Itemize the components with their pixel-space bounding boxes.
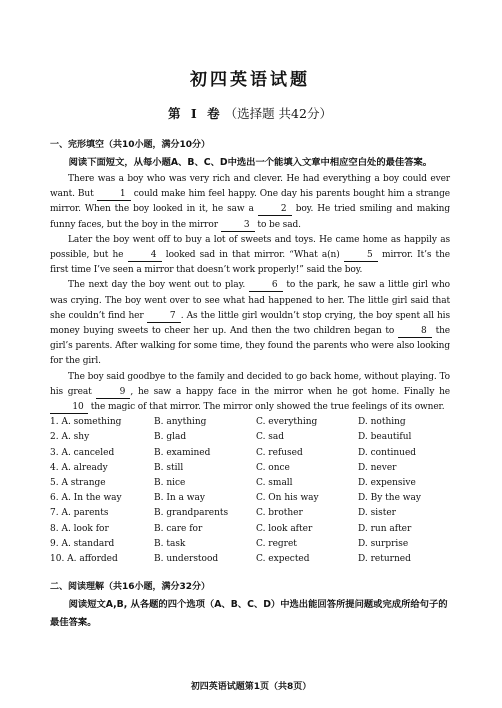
- volume-note: （选择题 共42分）: [224, 106, 332, 121]
- section-2-heading: 二、阅读理解（共16小题，满分32分）: [50, 582, 211, 593]
- options-row: 10. A. afforded B. understood C. expected D. returned: [50, 554, 411, 565]
- blank-3: 3: [221, 220, 255, 232]
- blank-6: 6: [249, 280, 283, 292]
- section-1-instruction: 阅读下面短文，从每小题A、B、C、D中选出一个能填入文章中相应空白处的最佳答案。: [68, 157, 433, 168]
- blank-8: 8: [398, 326, 432, 338]
- blank-4: 4: [128, 250, 162, 262]
- section-2-instruction: 阅读短文A,B, 从各题的四个选项（A、B、C、D）中选出能回答所提问题或完成所给句子的最佳答案。: [50, 599, 448, 629]
- exam-subtitle: [50, 106, 450, 122]
- blank-1: 1: [97, 189, 131, 201]
- options-row: 6. A. In the way B. In a way C. On his way D. By the way: [50, 493, 421, 504]
- exam-title: 初四英语试题: [190, 70, 310, 90]
- passage-paragraph-2: Later the boy went off to buy a lot of sweets and toys. He came home as happily as possible, but he 4 looked sad in that mirror. “What a(n) 5 mirror. It’s the first time I’ve seen a mirror that doesn’t work properly!” said the boy.: [50, 234, 450, 276]
- options-row: 3. A. canceled B. examined C. refused D. continued: [50, 447, 417, 458]
- options-row: 9. A. standard B. task C. regret D. surprise: [50, 538, 409, 549]
- options-table: [50, 415, 450, 567]
- options-row: 5. A strange B. nice C. small D. expensive: [50, 478, 416, 489]
- blank-5: 5: [344, 250, 378, 262]
- options-row: 8. A. look for B. care for C. look after D. run after: [50, 523, 412, 534]
- passage-paragraph-3: The next day the boy went out to play. 6 to the park, he saw a little girl who was crying. The boy went over to see what had happened to her. The little girl said that she couldn’t find her 7 . As the little girl wouldn’t stop crying, the boy spent all his money buying sweets to cheer her up. And then the two children began to 8 the girl’s parents. After walking for some time, they found the parents who were also looking for the girl.: [50, 280, 451, 367]
- blank-10: 10: [50, 402, 88, 414]
- blank-9: 9: [96, 387, 130, 399]
- options-row: 2. A. shy B. glad C. sad D. beautiful: [50, 432, 412, 443]
- blank-2: 2: [258, 204, 292, 216]
- passage-paragraph-1: There was a boy who was very rich and clever. He had everything a boy could ever want. But 1 could make him feel happy. One day his parents bought him a strange mirror. When the boy looked in it, he saw a 2 boy. He tried smiling and making funny faces, but the boy in the mirror 3 to be sad.: [50, 174, 451, 230]
- page-footer: 初四英语试题第1页（共8页）: [190, 682, 312, 692]
- volume-label: 第 I 卷: [168, 106, 223, 121]
- blank-7: 7: [147, 311, 181, 323]
- passage-paragraph-4: The boy said goodbye to the family and decided to go back home, without playing. To his great 9 , he saw a happy face in the mirror when he got home. Finally he 10 the magic of that mirror. The mirror only showed the true feelings of its owner.: [50, 371, 450, 413]
- options-row: 1. A. something B. anything C. everything D. nothing: [50, 417, 406, 428]
- section-1-heading: 一、完形填空（共10小题，满分10分）: [50, 140, 211, 150]
- options-row: 4. A. already B. still C. once D. never: [50, 462, 397, 473]
- options-row: 7. A. parents B. grandparents C. brother D. sister: [50, 508, 396, 519]
